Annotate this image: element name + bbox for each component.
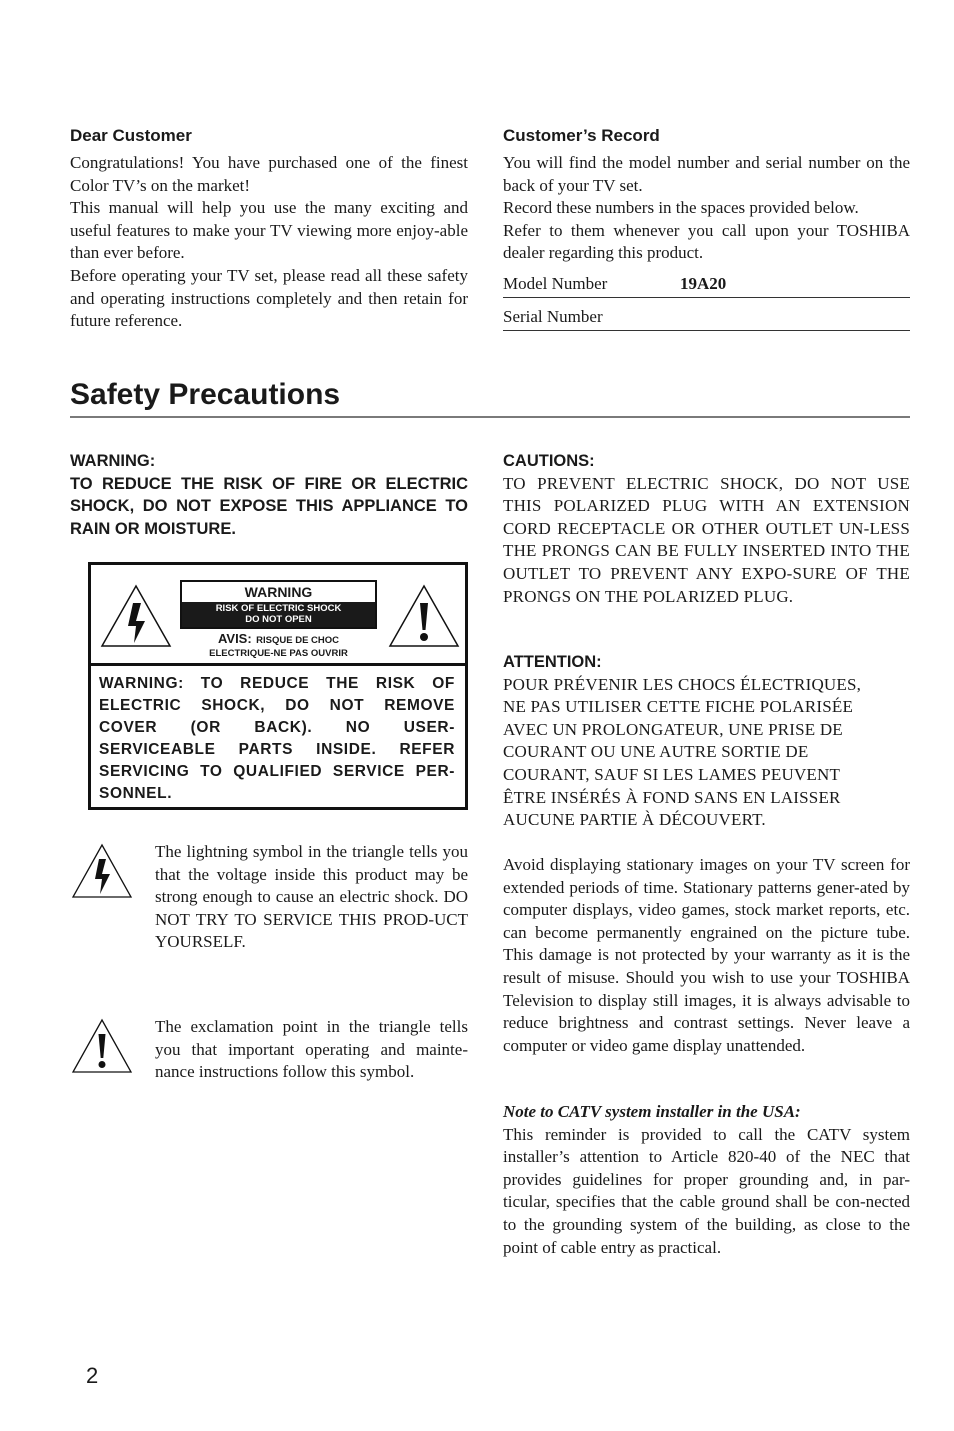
- attention-section: [503, 651, 910, 832]
- attention-line: POUR PRÉVENIR LES CHOCS ÉLECTRIQUES,: [503, 674, 862, 694]
- attention-line: ÊTRE INSÉRÉS À FOND SANS EN LAISSER: [503, 787, 841, 807]
- exclamation-symbol-note: The exclamation point in the triangle tells you that important operating and mainte-nance instructions follow this symbol.: [155, 1017, 468, 1082]
- label-warning-dark-band: [182, 602, 375, 627]
- attention-heading: ATTENTION:: [503, 653, 602, 671]
- warning-section: [70, 450, 468, 540]
- dear-customer-section: [70, 126, 468, 333]
- warning-text: TO REDUCE THE RISK OF FIRE OR ELECTRIC SHOCK, DO NOT EXPOSE THIS APPLIANCE TO RAIN OR MOISTURE.: [70, 474, 468, 538]
- dear-customer-paragraph: Congratulations! You have purchased one of the finest Color TV’s on the market!: [70, 153, 468, 195]
- customers-record-paragraph: Record these numbers in the spaces provided below.: [503, 198, 859, 218]
- model-number-row: [503, 273, 910, 298]
- customers-record-section: [503, 126, 910, 331]
- lightning-triangle-icon: [99, 583, 173, 649]
- warning-label-header: [91, 565, 465, 666]
- attention-line: AUCUNE PARTIE À DÉCOUVERT.: [503, 810, 766, 830]
- label-avis-text2: ELECTRIQUE-NE PAS OUVRIR: [209, 648, 348, 659]
- catv-text: This reminder is provided to call the CATV system installer’s attention to Article 820-40 of the NEC that provides guidelines for proper grounding and, in par-ticular, specifies that the cable ground shall be con-nected to the grounding system of the building, as close to the point of cable entry as practical.: [503, 1124, 910, 1257]
- label-warning-line1: RISK OF ELECTRIC SHOCK: [215, 603, 342, 614]
- dear-customer-paragraph: Before operating your TV set, please read all these safety and operating instructions completely and then retain for future reference.: [70, 265, 468, 331]
- attention-line: AVEC UN PROLONGATEUR, UNE PRISE DE: [503, 719, 843, 739]
- dear-customer-heading: Dear Customer: [70, 126, 192, 145]
- label-warning-box: [180, 580, 377, 629]
- customers-record-paragraph: Refer to them whenever you call upon your TOSHIBA dealer regarding this product.: [503, 220, 910, 263]
- warning-label-box: [88, 562, 468, 810]
- customers-record-heading: Customer’s Record: [503, 126, 660, 145]
- label-warning-title: WARNING: [244, 584, 313, 600]
- stationary-images-paragraph: Avoid displaying stationary images on your TV screen for extended periods of time. Stationary patterns gener-ated by computer displays, video games, stock market reports, etc. can become permanently engrained on the picture tube. This damage is not protected by your warranty as it is the result of misuse. Should you wish to use your TOSHIBA Television to display still images, it is always advisable to reduce brightness and contrast settings. Never leave a computer or video game display unattended.: [503, 855, 910, 1055]
- lightning-triangle-icon: [70, 842, 134, 900]
- serial-number-label: Serial Number: [503, 306, 603, 326]
- catv-heading: Note to CATV system installer in the USA:: [503, 1102, 801, 1121]
- model-number-label: Model Number: [503, 273, 608, 293]
- catv-section: [503, 1101, 910, 1259]
- page-number: 2: [86, 1363, 99, 1388]
- warning-label: WARNING:: [70, 452, 156, 470]
- attention-line: NE PAS UTILISER CETTE FICHE POLARISÉE: [503, 697, 854, 717]
- exclamation-triangle-icon: [387, 583, 461, 649]
- cautions-text: TO PREVENT ELECTRIC SHOCK, DO NOT USE THIS POLARIZED PLUG WITH AN EXTENSION CORD RECEPTACLE OR OTHER OUTLET UN-LESS THE PRONGS CAN BE FULLY INSERTED INTO THE OUTLET TO PREVENT ANY EXPO-SURE OF THE PRONGS ON THE POLARIZED PLUG.: [503, 473, 910, 606]
- lightning-symbol-note: The lightning symbol in the triangle tells you that the voltage inside this product may be strong enough to cause an electric shock. DO NOT TRY TO SERVICE THIS PROD-UCT YOURSELF.: [155, 842, 468, 952]
- warning-label-body: WARNING: TO REDUCE THE RISK OF ELECTRIC SHOCK, DO NOT REMOVE COVER (OR BACK). NO USER-SERVICEABLE PARTS INSIDE. REFER SERVICING TO QUALIFIED SERVICE PER-SONNEL.: [99, 675, 455, 802]
- cautions-section: [503, 450, 910, 608]
- attention-line: COURANT, SAUF SI LES LAMES PEUVENT: [503, 764, 841, 784]
- label-avis: [171, 633, 386, 659]
- label-avis-label: AVIS:: [217, 631, 252, 646]
- cautions-heading: CAUTIONS:: [503, 452, 595, 470]
- dear-customer-paragraph: This manual will help you use the many exciting and useful features to make your TV viewing more enjoy-able than ever before.: [70, 198, 468, 263]
- label-warning-line2: DO NOT OPEN: [245, 614, 312, 625]
- serial-number-row: [503, 306, 910, 331]
- model-number-value: 19A20: [680, 273, 727, 293]
- exclamation-triangle-icon: [70, 1017, 134, 1075]
- page-title: Safety Precautions: [70, 377, 910, 418]
- customers-record-paragraph: You will find the model number and serial number on the back of your TV set.: [503, 153, 910, 195]
- label-avis-text1: RISQUE DE CHOC: [256, 635, 340, 646]
- attention-line: COURANT OU UNE AUTRE SORTIE DE: [503, 742, 809, 762]
